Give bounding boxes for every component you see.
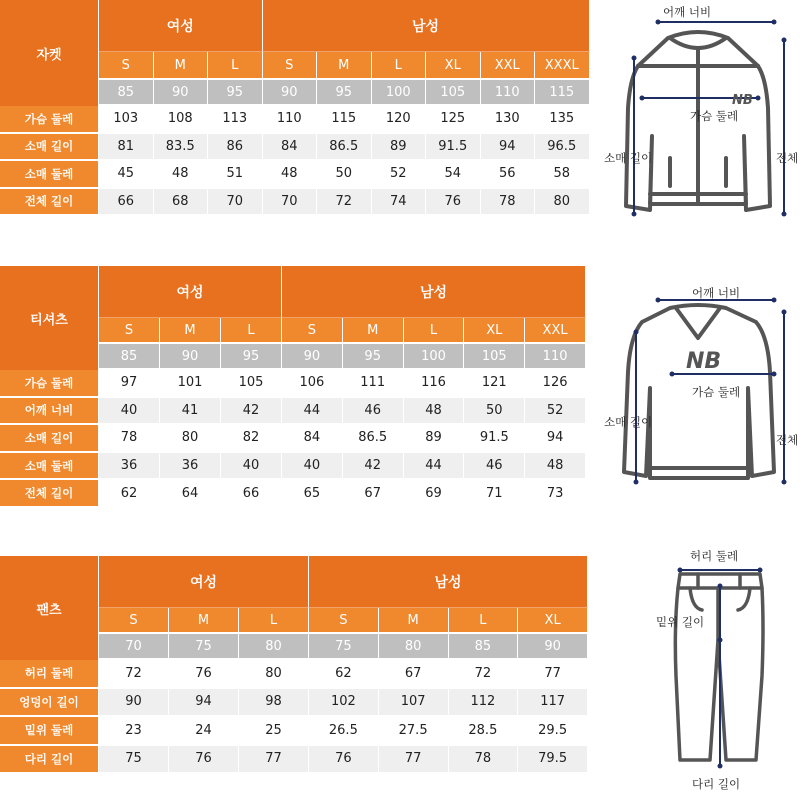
tshirt-women-header: 여성: [99, 266, 282, 318]
pants-size-number: 80: [239, 634, 309, 660]
jacket-cell: 54: [426, 161, 481, 189]
pants-cell: 24: [169, 717, 239, 746]
tshirt-cell: 121: [464, 370, 525, 398]
tshirt-cell: 84: [282, 425, 343, 453]
pants-size-letter: L: [449, 608, 519, 634]
jacket-cell: 74: [372, 189, 427, 217]
jacket-cell: 52: [372, 161, 427, 189]
tshirt-size-letter: XL: [464, 318, 525, 344]
tshirt-cell: 106: [282, 370, 343, 398]
jacket-cell: 70: [263, 189, 318, 217]
jacket-size-number: 85: [99, 80, 154, 106]
pants-cell: 76: [169, 660, 239, 689]
tshirt-cell: 73: [525, 480, 586, 508]
jacket-row-label: 가슴 둘레: [0, 106, 99, 134]
pants-category: 팬츠: [0, 556, 99, 660]
tshirt-cell: 36: [160, 453, 221, 481]
tshirt-cell: 46: [343, 398, 404, 426]
tshirt-cell: 105: [221, 370, 282, 398]
jacket-cell: 70: [208, 189, 263, 217]
pants-size-letter: M: [379, 608, 449, 634]
jacket-cell: 96.5: [535, 134, 590, 162]
tshirt-cell: 97: [99, 370, 160, 398]
jacket-cell: 103: [99, 106, 154, 134]
jacket-size-letter: S: [99, 52, 154, 80]
jacket-cell: 76: [426, 189, 481, 217]
pants-leg-label: 다리 길이: [692, 777, 741, 791]
pants-size-letter: L: [239, 608, 309, 634]
pants-cell: 28.5: [449, 717, 519, 746]
jacket-size-number: 110: [481, 80, 536, 106]
jacket-chest-label: 가슴 둘레: [690, 109, 739, 123]
jacket-cell: 86.5: [317, 134, 372, 162]
jacket-size-number: 105: [426, 80, 481, 106]
pants-cell: 78: [449, 746, 519, 775]
tshirt-category: 티셔츠: [0, 266, 99, 370]
tshirt-size-letter: M: [160, 318, 221, 344]
jacket-size-table: [0, 0, 586, 216]
pants-cell: 77: [239, 746, 309, 775]
jacket-size-letter: L: [372, 52, 427, 80]
tshirt-size-letter: S: [282, 318, 343, 344]
tshirt-size-number: 85: [99, 344, 160, 370]
jacket-size-letter: M: [317, 52, 372, 80]
jacket-size-letter: XXXL: [535, 52, 590, 80]
tshirt-size-letter: XXL: [525, 318, 586, 344]
jacket-cell: 91.5: [426, 134, 481, 162]
tshirt-cell: 67: [343, 480, 404, 508]
tshirt-cell: 44: [282, 398, 343, 426]
jacket-row-label: 소매 둘레: [0, 161, 99, 189]
tshirt-row-label: 소매 길이: [0, 425, 99, 453]
pants-cell: 76: [169, 746, 239, 775]
pants-size-number: 90: [518, 634, 588, 660]
jacket-cell: 115: [317, 106, 372, 134]
tshirt-cell: 80: [160, 425, 221, 453]
jacket-cell: 50: [317, 161, 372, 189]
tshirt-row-label: 가슴 둘레: [0, 370, 99, 398]
tshirt-row-label: 어깨 너비: [0, 398, 99, 426]
pants-cell: 75: [99, 746, 169, 775]
tshirt-cell: 116: [404, 370, 465, 398]
pants-size-number: 80: [379, 634, 449, 660]
pants-cell: 107: [379, 689, 449, 718]
pants-cell: 26.5: [309, 717, 379, 746]
jacket-cell: 45: [99, 161, 154, 189]
pants-row-label: 다리 길이: [0, 746, 99, 775]
tshirt-size-number: 95: [221, 344, 282, 370]
pants-rise-label: 밑위 길이: [656, 615, 705, 629]
jacket-cell: 66: [99, 189, 154, 217]
pants-illustration: [640, 556, 790, 778]
jacket-cell: 68: [154, 189, 209, 217]
svg-text:NB: NB: [686, 349, 722, 374]
jacket-cell: 89: [372, 134, 427, 162]
tshirt-cell: 101: [160, 370, 221, 398]
pants-cell: 98: [239, 689, 309, 718]
tshirt-cell: 46: [464, 453, 525, 481]
jacket-cell: 130: [481, 106, 536, 134]
tshirt-cell: 40: [282, 453, 343, 481]
pants-size-number: 70: [99, 634, 169, 660]
pants-size-letter: S: [99, 608, 169, 634]
tshirt-cell: 126: [525, 370, 586, 398]
tshirt-cell: 62: [99, 480, 160, 508]
jacket-total-label: 전체: [776, 151, 799, 165]
jacket-cell: 125: [426, 106, 481, 134]
pants-cell: 102: [309, 689, 379, 718]
tshirt-cell: 42: [221, 398, 282, 426]
pants-cell: 80: [239, 660, 309, 689]
pants-size-letter: XL: [518, 608, 588, 634]
jacket-row-label: 전체 길이: [0, 189, 99, 217]
pants-size-letter: S: [309, 608, 379, 634]
tshirt-size-table: [0, 266, 586, 508]
jacket-cell: 81: [99, 134, 154, 162]
jacket-cell: 113: [208, 106, 263, 134]
tshirt-size-number: 110: [525, 344, 586, 370]
pants-cell: 29.5: [518, 717, 588, 746]
jacket-cell: 83.5: [154, 134, 209, 162]
jacket-cell: 120: [372, 106, 427, 134]
tshirt-cell: 69: [404, 480, 465, 508]
jacket-size-number: 100: [372, 80, 427, 106]
tshirt-cell: 65: [282, 480, 343, 508]
tshirt-size-letter: L: [221, 318, 282, 344]
tshirt-cell: 36: [99, 453, 160, 481]
tshirt-cell: 71: [464, 480, 525, 508]
jacket-shoulder-label: 어깨 너비: [663, 5, 712, 19]
jacket-size-letter: S: [263, 52, 318, 80]
pants-cell: 77: [518, 660, 588, 689]
tshirt-size-number: 105: [464, 344, 525, 370]
tshirt-size-number: 90: [160, 344, 221, 370]
pants-size-number: 75: [309, 634, 379, 660]
jacket-sleeve-label: 소매 길이: [604, 151, 653, 165]
jacket-cell: 80: [535, 189, 590, 217]
pants-cell: 117: [518, 689, 588, 718]
tshirt-row-label: 소매 둘레: [0, 453, 99, 481]
jacket-size-letter: L: [208, 52, 263, 80]
tshirt-cell: 44: [404, 453, 465, 481]
pants-cell: 77: [379, 746, 449, 775]
jacket-size-letter: XL: [426, 52, 481, 80]
pants-cell: 67: [379, 660, 449, 689]
pants-cell: 112: [449, 689, 519, 718]
jacket-cell: 84: [263, 134, 318, 162]
tshirt-cell: 64: [160, 480, 221, 508]
jacket-category: 자켓: [0, 0, 99, 106]
pants-size-table: [0, 556, 586, 774]
jacket-cell: 94: [481, 134, 536, 162]
jacket-cell: 110: [263, 106, 318, 134]
jacket-size-number: 90: [263, 80, 318, 106]
tshirt-cell: 91.5: [464, 425, 525, 453]
jacket-size-number: 90: [154, 80, 209, 106]
jacket-cell: 48: [263, 161, 318, 189]
pants-cell: 25: [239, 717, 309, 746]
tshirt-cell: 52: [525, 398, 586, 426]
tshirt-cell: 41: [160, 398, 221, 426]
pants-size-number: 85: [449, 634, 519, 660]
pants-cell: 72: [449, 660, 519, 689]
jacket-women-header: 여성: [99, 0, 263, 52]
jacket-cell: 135: [535, 106, 590, 134]
pants-row-label: 허리 둘레: [0, 660, 99, 689]
pants-cell: 62: [309, 660, 379, 689]
jacket-cell: 78: [481, 189, 536, 217]
pants-row-label: 엉덩이 길이: [0, 689, 99, 718]
brand-logo-icon: [686, 349, 721, 374]
tshirt-cell: 86.5: [343, 425, 404, 453]
tshirt-size-number: 100: [404, 344, 465, 370]
pants-cell: 79.5: [518, 746, 588, 775]
tshirt-size-number: 90: [282, 344, 343, 370]
jacket-size-number: 95: [208, 80, 263, 106]
tshirt-men-header: 남성: [282, 266, 586, 318]
tshirt-size-letter: M: [343, 318, 404, 344]
tshirt-cell: 94: [525, 425, 586, 453]
pants-waist-label: 허리 둘레: [690, 549, 739, 563]
jacket-cell: 108: [154, 106, 209, 134]
tshirt-cell: 111: [343, 370, 404, 398]
tshirt-cell: 40: [99, 398, 160, 426]
jacket-cell: 48: [154, 161, 209, 189]
pants-cell: 72: [99, 660, 169, 689]
pants-cell: 90: [99, 689, 169, 718]
pants-size-letter: M: [169, 608, 239, 634]
jacket-cell: 58: [535, 161, 590, 189]
svg-text:NB: NB: [732, 93, 753, 108]
tshirt-cell: 89: [404, 425, 465, 453]
tshirt-row-label: 전체 길이: [0, 480, 99, 508]
jacket-size-letter: XXL: [481, 52, 536, 80]
jacket-men-header: 남성: [263, 0, 590, 52]
jacket-cell: 56: [481, 161, 536, 189]
pants-row-label: 밑위 둘레: [0, 717, 99, 746]
tshirt-size-letter: L: [404, 318, 465, 344]
jacket-row-label: 소매 길이: [0, 134, 99, 162]
tshirt-size-number: 95: [343, 344, 404, 370]
pants-cell: 27.5: [379, 717, 449, 746]
jacket-size-letter: M: [154, 52, 209, 80]
tshirt-cell: 82: [221, 425, 282, 453]
jacket-cell: 72: [317, 189, 372, 217]
pants-cell: 76: [309, 746, 379, 775]
pants-cell: 94: [169, 689, 239, 718]
jacket-size-number: 95: [317, 80, 372, 106]
brand-logo-icon: [732, 93, 753, 108]
tshirt-cell: 48: [404, 398, 465, 426]
tshirt-cell: 50: [464, 398, 525, 426]
pants-size-number: 75: [169, 634, 239, 660]
pants-cell: 23: [99, 717, 169, 746]
jacket-cell: 51: [208, 161, 263, 189]
tshirt-cell: 78: [99, 425, 160, 453]
tshirt-cell: 66: [221, 480, 282, 508]
tshirt-chest-label: 가슴 둘레: [692, 385, 741, 399]
tshirt-cell: 40: [221, 453, 282, 481]
tshirt-size-letter: S: [99, 318, 160, 344]
tshirt-total-label: 전체: [776, 433, 799, 447]
pants-women-header: 여성: [99, 556, 309, 608]
jacket-size-number: 115: [535, 80, 590, 106]
pants-men-header: 남성: [309, 556, 588, 608]
tshirt-shoulder-label: 어깨 너비: [692, 286, 741, 300]
tshirt-sleeve-label: 소매 길이: [604, 415, 653, 429]
tshirt-cell: 48: [525, 453, 586, 481]
tshirt-cell: 42: [343, 453, 404, 481]
jacket-cell: 86: [208, 134, 263, 162]
